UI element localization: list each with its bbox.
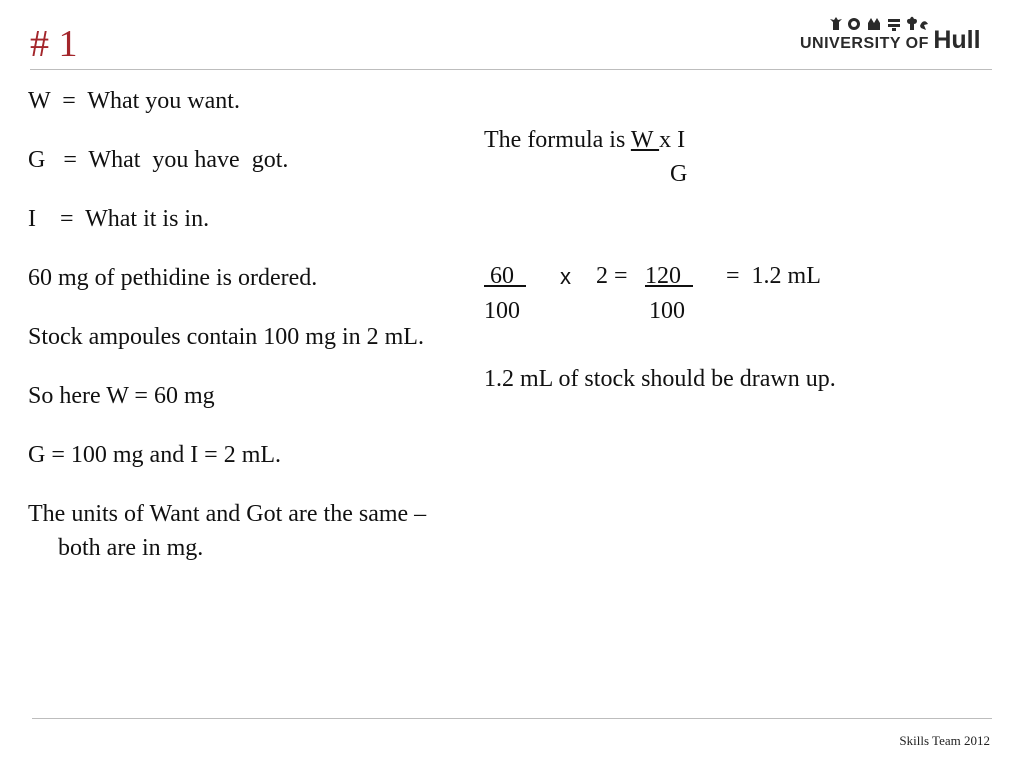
formula-numerator: W bbox=[630, 127, 660, 153]
definition-i: I = What it is in. bbox=[28, 206, 210, 232]
bottom-divider bbox=[32, 718, 992, 719]
g-i-values: G = 100 mg and I = 2 mL. bbox=[28, 442, 282, 468]
calc-denominator-2: 100 bbox=[649, 298, 685, 324]
conclusion-text: 1.2 mL of stock should be drawn up. bbox=[484, 366, 836, 392]
logo-university-of: UNIVERSITY OF bbox=[800, 35, 929, 52]
stock-statement: Stock ampoules contain 100 mg in 2 mL. bbox=[28, 324, 424, 350]
definition-g: G = What you have got. bbox=[28, 147, 289, 173]
calc-multiplier: 2 = bbox=[596, 263, 628, 289]
calc-numerator-1: 60 bbox=[484, 263, 526, 289]
w-value: So here W = 60 mg bbox=[28, 383, 215, 409]
units-note: The units of Want and Got are the same – both are in mg. bbox=[28, 501, 427, 561]
calc-numerator-2: 120 bbox=[645, 263, 693, 289]
formula-intro: The formula is bbox=[484, 127, 631, 153]
order-statement: 60 mg of pethidine is ordered. bbox=[28, 265, 318, 291]
formula-times-i: x I bbox=[659, 127, 686, 153]
calc-denominator-1: 100 bbox=[484, 298, 520, 324]
top-divider bbox=[30, 69, 992, 70]
logo-hull: Hull bbox=[933, 26, 981, 54]
definition-w: W = What you want. bbox=[28, 88, 240, 114]
multiply-sign: x bbox=[560, 264, 571, 289]
calc-result: = 1.2 mL bbox=[726, 263, 821, 289]
slide-title: # 1 bbox=[30, 23, 78, 65]
formula-line bbox=[484, 125, 685, 155]
definitions-list bbox=[28, 84, 448, 590]
footer-text: Skills Team 2012 bbox=[899, 733, 990, 748]
university-logo bbox=[798, 16, 998, 56]
formula-denominator: G bbox=[670, 161, 688, 187]
